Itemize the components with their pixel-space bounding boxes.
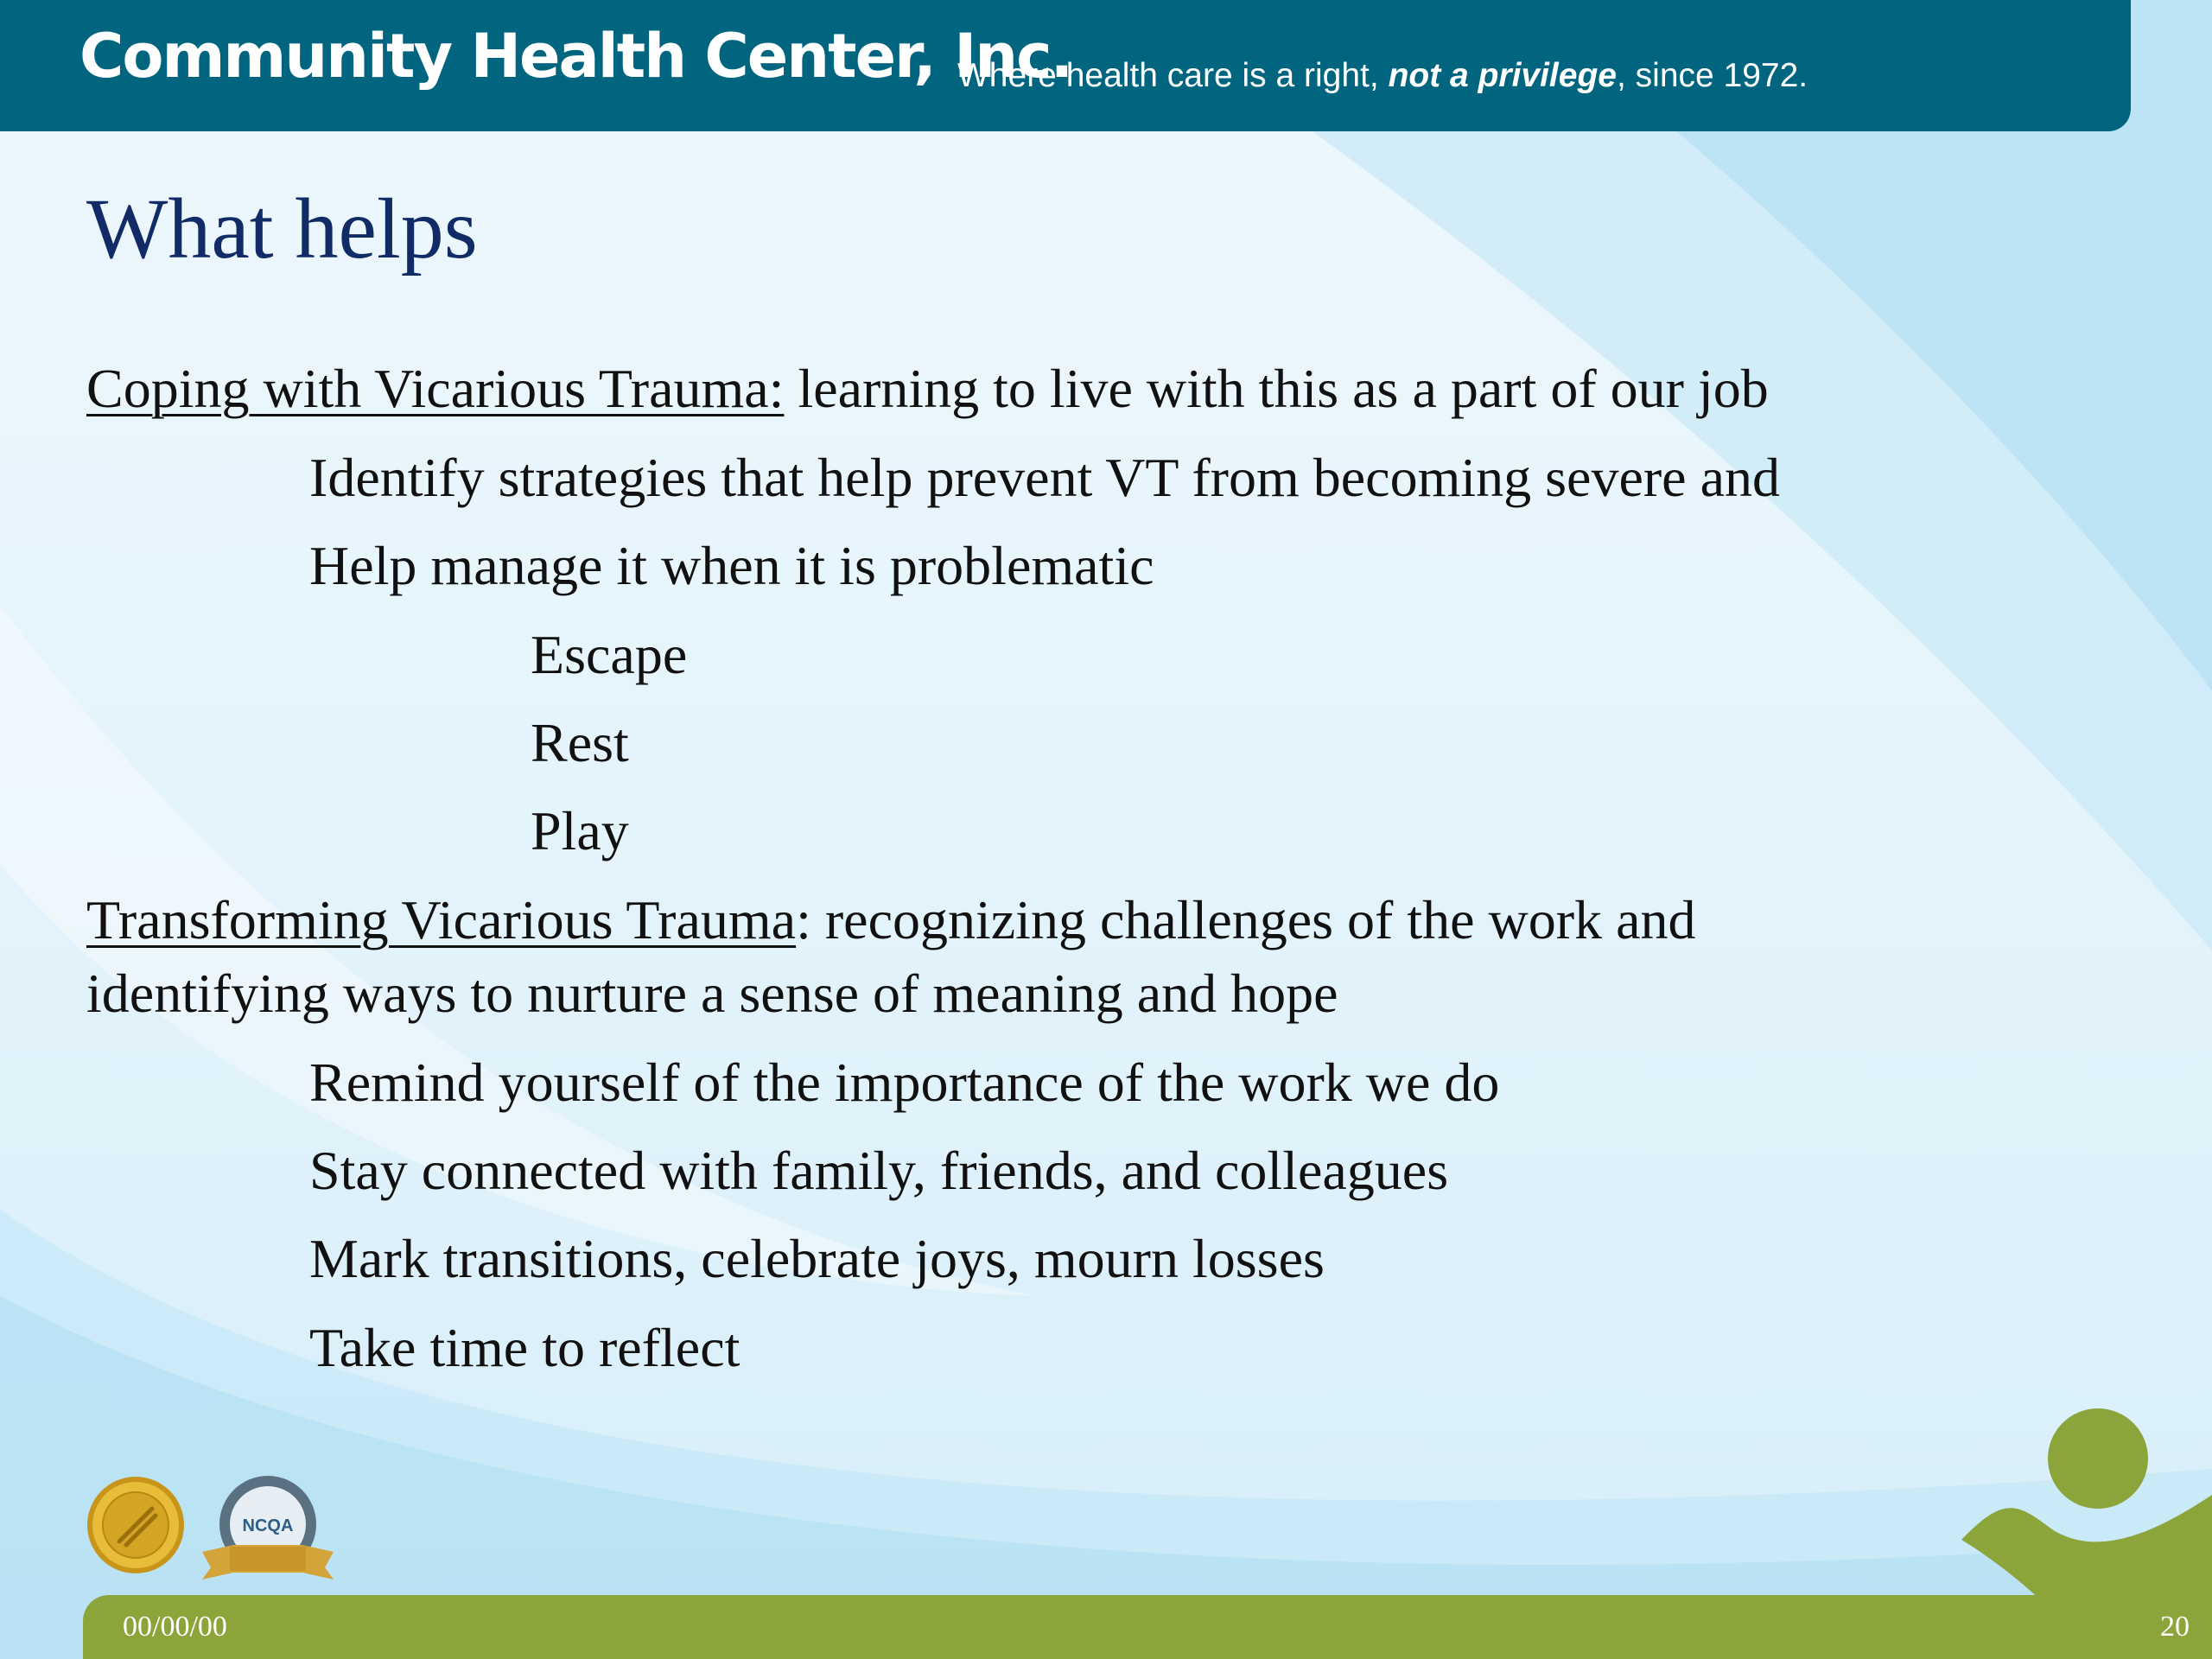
coping-heading: Coping with Vicarious Trauma: [86, 358, 785, 419]
footer-bar [83, 1595, 2212, 1659]
transforming-heading: Transforming Vicarious Trauma [86, 889, 797, 950]
tagline [957, 59, 1808, 92]
page-title: What helps [86, 181, 478, 276]
tagline-suffix: , since 1972. [1616, 57, 1808, 94]
tagline-prefix: Where health care is a right, [957, 57, 1389, 94]
transforming-item: Stay connected with family, friends, and colleagues [309, 1140, 1449, 1201]
coping-subitem: Escape [531, 624, 688, 685]
transforming-heading-line2: identifying ways to nurture a sense of meaning and hope [86, 963, 1338, 1024]
transforming-item: Remind yourself of the importance of the work we do [309, 1052, 1500, 1113]
ncqa-badge-icon [199, 1472, 337, 1585]
coping-item: Identify strategies that help prevent VT from becoming severe and [309, 447, 1780, 508]
footer-date: 00/00/00 [123, 1611, 227, 1643]
community-figure-logo-icon [1953, 1400, 2212, 1607]
transforming-heading-rest: : recognizing challenges of the work and [796, 889, 1696, 950]
coping-item: Help manage it when it is problematic [309, 535, 1154, 596]
brand-name: Community Health Center, Inc. [79, 21, 1072, 92]
page-number: 20 [2160, 1611, 2190, 1643]
coping-subitem: Play [531, 800, 629, 861]
accreditation-seal-icon [85, 1474, 187, 1576]
coping-subitem: Rest [531, 712, 629, 773]
tagline-emphasis: not a privilege [1388, 57, 1617, 94]
coping-heading-line [86, 358, 1769, 419]
transforming-item: Take time to reflect [309, 1317, 741, 1378]
transforming-item: Mark transitions, celebrate joys, mourn losses [309, 1228, 1325, 1289]
ncqa-label: NCQA [242, 1516, 294, 1535]
coping-heading-rest: learning to live with this as a part of our job [784, 358, 1769, 419]
transforming-heading-line [86, 889, 1696, 950]
